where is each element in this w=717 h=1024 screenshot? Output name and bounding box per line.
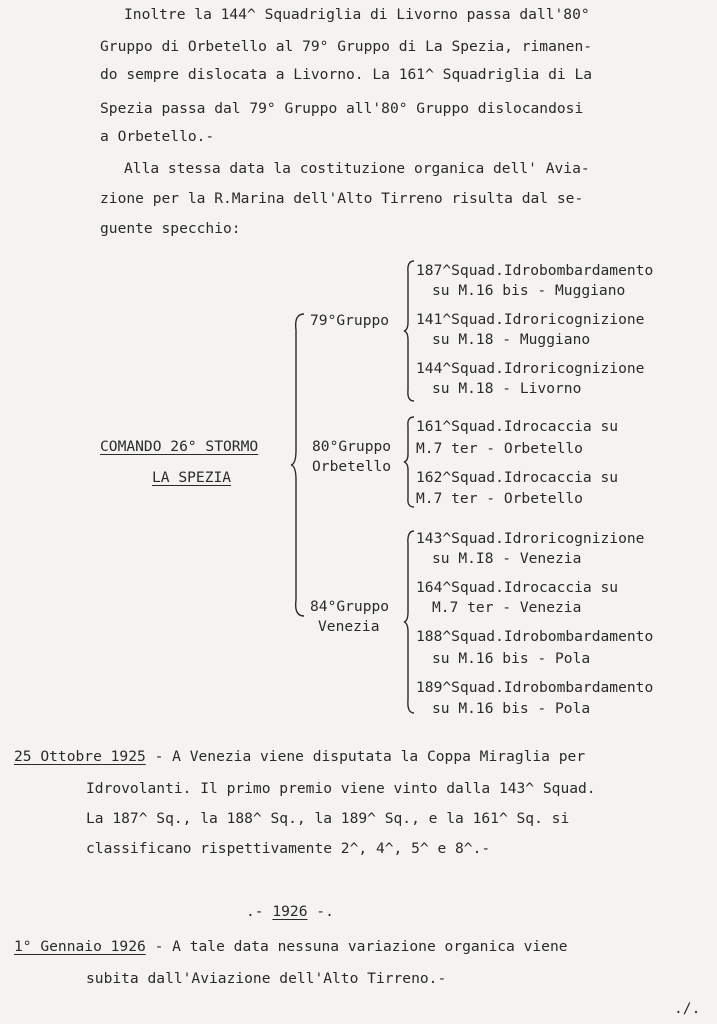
squad-detail: su M.18 - Livorno: [432, 380, 582, 397]
squad-detail: su M.16 bis - Pola: [432, 700, 591, 717]
intro-p1-line-5: a Orbetello.-: [100, 128, 215, 145]
squad-detail: su M.I8 - Venezia: [432, 550, 582, 567]
squad-title: 162^Squad.Idrocaccia su: [416, 469, 619, 486]
entry-1-line-1: [14, 748, 585, 766]
entry-2-line-2: subita dall'Aviazione dell'Alto Tirreno.-: [86, 970, 447, 987]
continuation-mark: ./.: [674, 1000, 701, 1017]
entry-1-line-2: Idrovolanti. Il primo premio viene vinto dalla 143^ Squad.: [86, 780, 596, 797]
squad-title: 164^Squad.Idrocaccia su: [416, 579, 619, 596]
year-heading-suffix: -.: [307, 903, 334, 920]
squad-title: 143^Squad.Idroricognizione: [416, 530, 645, 547]
year-heading-year: 1926: [272, 903, 308, 920]
intro-p1-line-3: do sempre dislocata a Livorno. La 161^ Squadriglia di La: [100, 66, 593, 83]
main-brace: [290, 310, 306, 620]
year-heading: [246, 903, 334, 921]
entry-2-line-1-text: - A tale data nessuna variazione organica viene: [145, 938, 568, 955]
command-location: LA SPEZIA: [152, 469, 232, 486]
group-80-location: Orbetello: [312, 458, 392, 475]
intro-p2-line-1: Alla stessa data la costituzione organica dell' Avia-: [124, 160, 590, 177]
group-84-location: Venezia: [318, 618, 380, 635]
squad-title: 144^Squad.Idroricognizione: [416, 360, 645, 377]
squad-detail: su M.16 bis - Pola: [432, 650, 591, 667]
squad-title: 161^Squad.Idrocaccia su: [416, 418, 619, 435]
intro-p2-line-3: guente specchio:: [100, 220, 241, 237]
group-84-label: 84°Gruppo: [310, 598, 390, 615]
squad-detail: su M.16 bis - Muggiano: [432, 282, 626, 299]
entry-1-line-3: La 187^ Sq., la 188^ Sq., la 189^ Sq., e la 161^ Sq. si: [86, 810, 570, 827]
command-label: COMANDO 26° STORMO: [100, 438, 259, 455]
entry-1-date: 25 Ottobre 1925: [14, 748, 146, 765]
entry-2-date: 1° Gennaio 1926: [14, 938, 146, 955]
group-80-label: 80°Gruppo: [312, 438, 392, 455]
squad-detail: M.7 ter - Orbetello: [416, 490, 583, 507]
group-79-label: 79°Gruppo: [310, 312, 390, 329]
squad-title: 141^Squad.Idroricognizione: [416, 311, 645, 328]
squad-title: 188^Squad.Idrobombardamento: [416, 628, 654, 645]
squad-title: 189^Squad.Idrobombardamento: [416, 679, 654, 696]
squad-title: 187^Squad.Idrobombardamento: [416, 262, 654, 279]
squad-detail: M.7 ter - Venezia: [432, 599, 582, 616]
entry-1-line-1-text: - A Venezia viene disputata la Coppa Miraglia per: [145, 748, 586, 765]
year-heading-prefix: .-: [246, 903, 273, 920]
intro-p1-line-1: Inoltre la 144^ Squadriglia di Livorno passa dall'80°: [124, 6, 590, 23]
intro-p2-line-2: zione per la R.Marina dell'Alto Tirreno risulta dal se-: [100, 190, 584, 207]
intro-p1-line-4: Spezia passa dal 79° Gruppo all'80° Gruppo dislocandosi: [100, 100, 584, 117]
entry-1-line-4: classificano rispettivamente 2^, 4^, 5^ e 8^.-: [86, 840, 491, 857]
squad-detail: M.7 ter - Orbetello: [416, 440, 583, 457]
entry-2-line-1: [14, 938, 568, 956]
group-79-brace: [403, 258, 415, 404]
group-84-brace: [403, 528, 415, 716]
intro-p1-line-2: Gruppo di Orbetello al 79° Gruppo di La Spezia, rimanen-: [100, 38, 593, 55]
squad-detail: su M.18 - Muggiano: [432, 331, 591, 348]
group-80-brace: [403, 414, 415, 510]
